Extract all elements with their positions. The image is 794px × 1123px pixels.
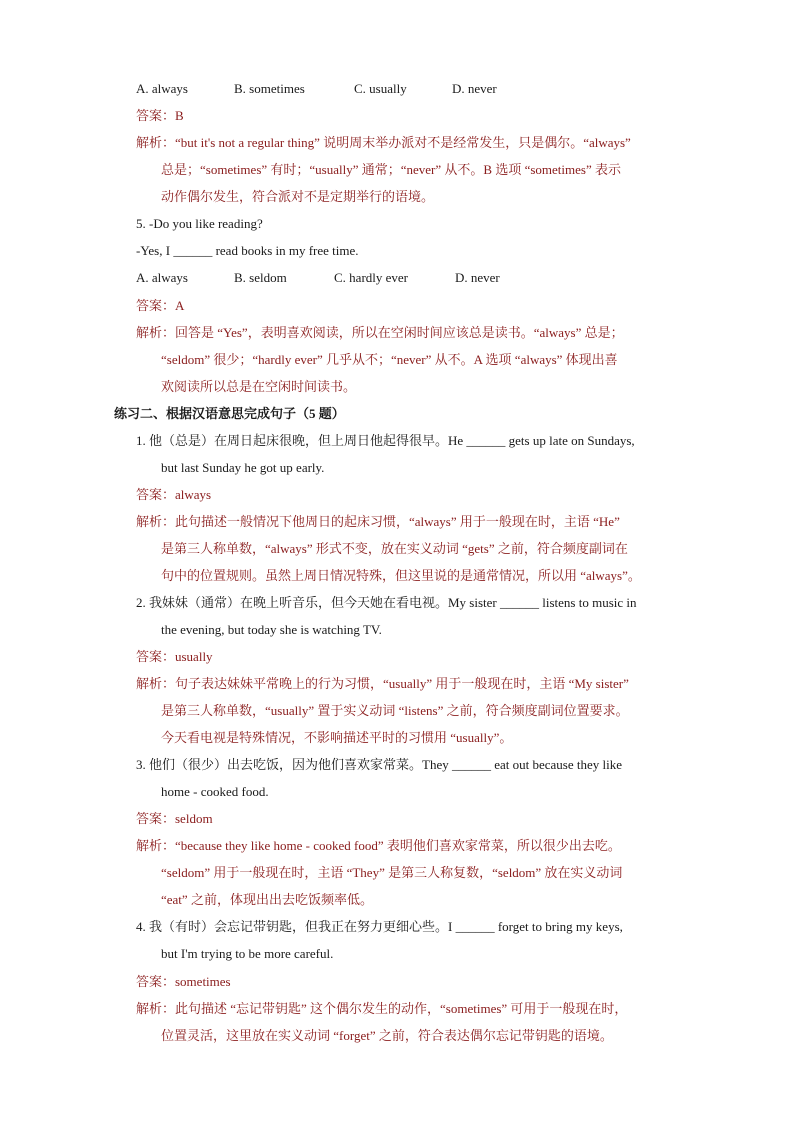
q4-explanation-line: 动作偶尔发生，符合派对不是定期举行的语境。 (161, 189, 435, 204)
q4-answer: 答案：B (136, 108, 184, 123)
sentence-2-explanation-line: 解析：句子表达妹妹平常晚上的行为习惯，“usually” 用于一般现在时，主语 “My sister” (136, 676, 629, 691)
q5-explanation-line: 解析：回答是 “Yes”，表明喜欢阅读，所以在空闲时间应该总是读书。“always” 总是； (136, 325, 624, 340)
sentence-4-line: but I'm trying to be more careful. (161, 946, 334, 961)
q5-question: 5. -Do you like reading? (136, 216, 263, 231)
sentence-4-answer: 答案：sometimes (136, 974, 231, 989)
sentence-4-line: 4. 我（有时）会忘记带钥匙，但我正在努力更细心些。I ______ forget to bring my keys, (136, 919, 623, 934)
sentence-2-explanation-line: 今天看电视是特殊情况，不影响描述平时的习惯用 “usually”。 (161, 730, 513, 745)
sentence-4-explanation-line: 解析：此句描述 “忘记带钥匙” 这个偶尔发生的动作，“sometimes” 可用于一般现在时， (136, 1001, 628, 1016)
sentence-3-line: home - cooked food. (161, 784, 269, 799)
sentence-1-answer: 答案：always (136, 487, 212, 502)
q4-explanation-line: 解析：“but it's not a regular thing” 说明周末举办派对不是经常发生，只是偶尔。“always” (136, 135, 631, 150)
section-title: 练习二、根据汉语意思完成句子（5 题） (114, 406, 345, 421)
sentence-2-explanation-line: 是第三人称单数，“usually” 置于实义动词 “listens” 之前，符合频度副词位置要求。 (161, 703, 629, 718)
q5-reply: -Yes, I ______ read books in my free time. (136, 243, 359, 258)
sentence-3-answer: 答案：seldom (136, 811, 213, 826)
sentence-3-explanation-line: “eat” 之前，体现出出去吃饭频率低。 (161, 892, 373, 907)
sentence-1-explanation-line: 是第三人称单数，“always” 形式不变，放在实义动词 “gets” 之前，符合频度副词在 (161, 541, 628, 556)
sentence-3-explanation-line: “seldom” 用于一般现在时，主语 “They” 是第三人称复数，“seldom” 放在实义动词 (161, 865, 623, 880)
q4-explanation-line: 总是；“sometimes” 有时；“usually” 通常；“never” 从不。B 选项 “sometimes” 表示 (161, 162, 621, 177)
sentence-2-answer: 答案：usually (136, 649, 213, 664)
q5-option-b: B. seldom (234, 270, 287, 285)
q5-answer: 答案：A (136, 298, 185, 313)
q5-explanation-line: 欢阅读所以总是在空闲时间读书。 (161, 379, 357, 394)
q5-explanation-line: “seldom” 很少；“hardly ever” 几乎从不；“never” 从不。A 选项 “always” 体现出喜 (161, 352, 618, 367)
q4-option-c: C. usually (354, 81, 407, 96)
sentence-3-line: 3. 他们（很少）出去吃饭，因为他们喜欢家常菜。They ______ eat out because they like (136, 757, 622, 772)
sentence-2-line: the evening, but today she is watching TV. (161, 622, 382, 637)
sentence-1-line: but last Sunday he got up early. (161, 460, 325, 475)
q5-option-c: C. hardly ever (334, 270, 409, 285)
q4-option-b: B. sometimes (234, 81, 305, 96)
q5-option-a: A. always (136, 270, 188, 285)
sentence-3-explanation-line: 解析：“because they like home - cooked food” 表明他们喜欢家常菜，所以很少出去吃。 (136, 838, 621, 853)
sentence-2-line: 2. 我妹妹（通常）在晚上听音乐，但今天她在看电视。My sister ______ listens to music in (136, 595, 637, 610)
q4-option-a: A. always (136, 81, 188, 96)
sentence-1-explanation-line: 句中的位置规则。虽然上周日情况特殊，但这里说的是通常情况，所以用 “always”。 (161, 568, 641, 583)
sentence-1-explanation-line: 解析：此句描述一般情况下他周日的起床习惯，“always” 用于一般现在时，主语 “He” (136, 514, 620, 529)
q5-option-d: D. never (455, 270, 500, 285)
sentence-1-line: 1. 他（总是）在周日起床很晚，但上周日他起得很早。He ______ gets up late on Sundays, (136, 433, 635, 448)
sentence-4-explanation-line: 位置灵活，这里放在实义动词 “forget” 之前，符合表达偶尔忘记带钥匙的语境。 (161, 1028, 613, 1043)
q4-option-d: D. never (452, 81, 497, 96)
